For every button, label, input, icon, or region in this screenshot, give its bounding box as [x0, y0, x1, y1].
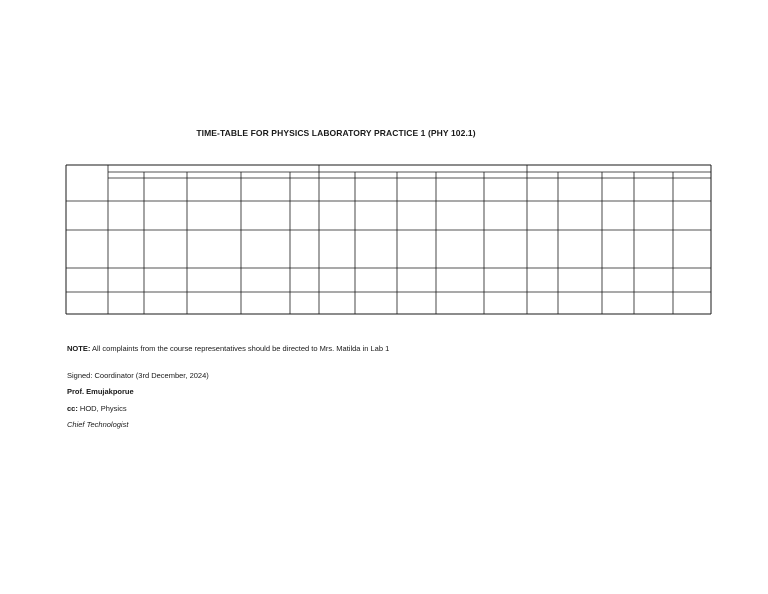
cc-label: cc:	[67, 403, 78, 413]
signed-line: Signed: Coordinator (3rd December, 2024)	[67, 370, 209, 380]
timetable-title: TIME-TABLE FOR PHYSICS LABORATORY PRACTICE 1 (PHY 102.1)	[196, 128, 476, 138]
signatory-name: Prof. Emujakporue	[67, 387, 134, 396]
cc-line	[67, 401, 389, 418]
cc-text: HOD, Physics	[77, 403, 127, 413]
notes-section	[67, 341, 389, 434]
note-label: NOTE:	[67, 344, 91, 353]
note-line	[67, 341, 389, 358]
cc-second: Chief Technologist	[67, 420, 129, 429]
note-text: All complaints from the course representatives should be directed to Mrs. Matilda in Lab 1	[90, 344, 390, 353]
